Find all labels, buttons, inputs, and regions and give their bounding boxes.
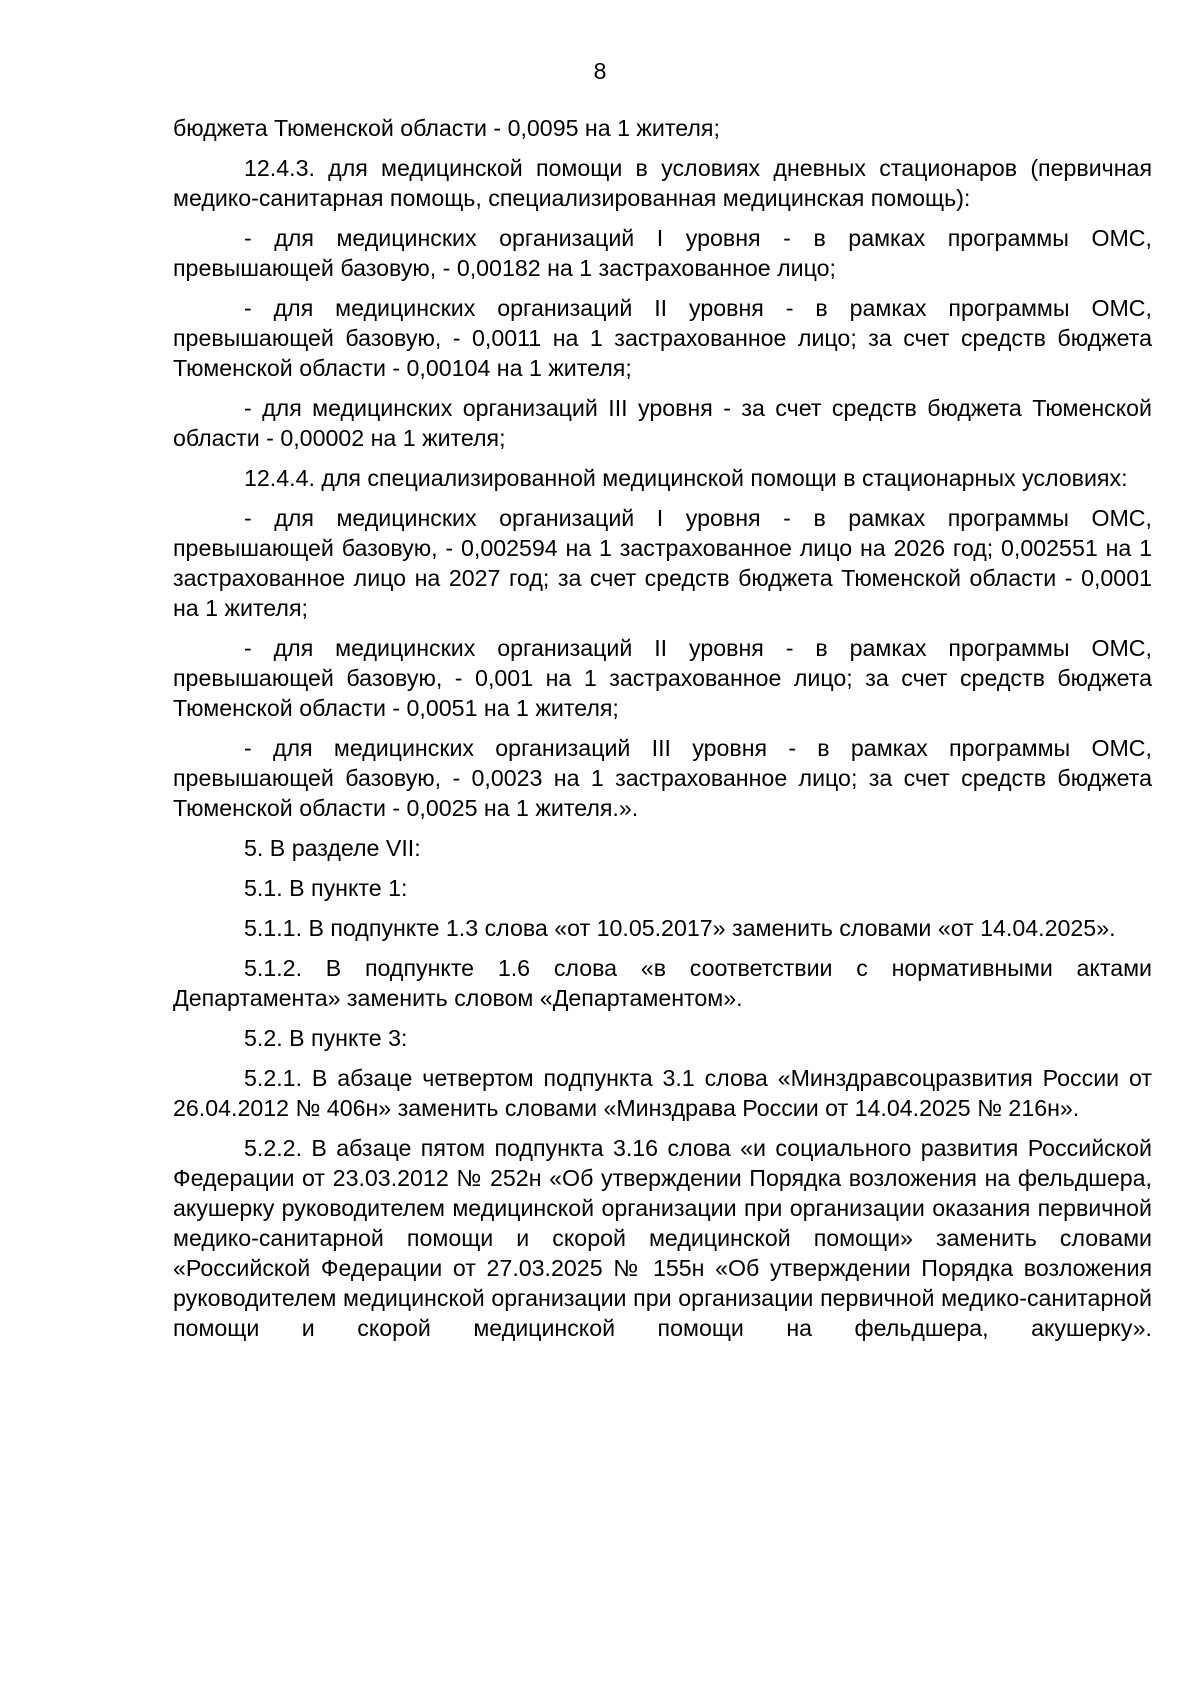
paragraph-16: 5.2.2. В абзаце пятом подпункта 3.16 слова «и социального развития Российской Федерации от 23.03.2012 № 252н «Об утверждении Порядка возложения на фельдшера, акушерку руководителем медицинской организации при организации оказания первичной медико-санитарной помощи и скорой медицинской помощи» заменить словами «Российской Федерации от 27.03.2025 № 155н «Об утверждении Порядка возложения руководителем медицинской организации при организации первичной медико-санитарной помощи и скорой медицинской помощи на фельдшера, акушерку». [173, 1135, 1152, 1341]
paragraph-8: - для медицинских организаций II уровня - в рамках программы ОМС, превышающей базовую, - 0,001 на 1 застрахованное лицо; за счет средств бюджета Тюменской области - 0,0051 на 1 жителя; [173, 635, 1152, 721]
paragraph-13: 5.1.2. В подпункте 1.6 слова «в соответствии с нормативными актами Департамента» заменить словом «Департаментом». [173, 955, 1152, 1011]
paragraph-5: - для медицинских организаций III уровня - за счет средств бюджета Тюменской области - 0,00002 на 1 жителя; [173, 395, 1152, 451]
paragraph-6: 12.4.4. для специализированной медицинской помощи в стационарных условиях: [244, 465, 1128, 491]
paragraph-9: - для медицинских организаций III уровня - в рамках программы ОМС, превышающей базовую, - 0,0023 на 1 застрахованное лицо; за счет средств бюджета Тюменской области - 0,0025 на 1 жителя.». [173, 735, 1152, 821]
paragraph-4: - для медицинских организаций II уровня - в рамках программы ОМС, превышающей базовую, - 0,0011 на 1 застрахованное лицо; за счет средств бюджета Тюменской области - 0,00104 на 1 жителя; [173, 295, 1152, 381]
paragraph-10: 5. В разделе VII: [244, 835, 421, 861]
page-number: 8 [593, 58, 607, 84]
paragraph-15: 5.2.1. В абзаце четвертом подпункта 3.1 слова «Минздравсоцразвития России от 26.04.2012 № 406н» заменить словами «Минздрава России от 14.04.2025 № 216н». [173, 1065, 1152, 1121]
paragraph-3: - для медицинских организаций I уровня - в рамках программы ОМС, превышающей базовую, - 0,00182 на 1 застрахованное лицо; [173, 225, 1152, 281]
paragraph-7: - для медицинских организаций I уровня - в рамках программы ОМС, превышающей базовую, - 0,002594 на 1 застрахованное лицо на 2026 год; 0,002551 на 1 застрахованное лицо на 2027 год; за счет средств бюджета Тюменской области - 0,0001 на 1 жителя; [173, 505, 1152, 621]
document-body [173, 113, 1152, 1353]
paragraph-2: 12.4.3. для медицинской помощи в условиях дневных стационаров (первичная медико-санитарная помощь, специализированная медицинская помощь): [173, 155, 1152, 211]
paragraph-14: 5.2. В пункте 3: [244, 1025, 408, 1051]
paragraph-11: 5.1. В пункте 1: [244, 875, 408, 901]
paragraph-12: 5.1.1. В подпункте 1.3 слова «от 10.05.2017» заменить словами «от 14.04.2025». [244, 915, 1116, 941]
paragraph-1: бюджета Тюменской области - 0,0095 на 1 жителя; [173, 115, 720, 141]
